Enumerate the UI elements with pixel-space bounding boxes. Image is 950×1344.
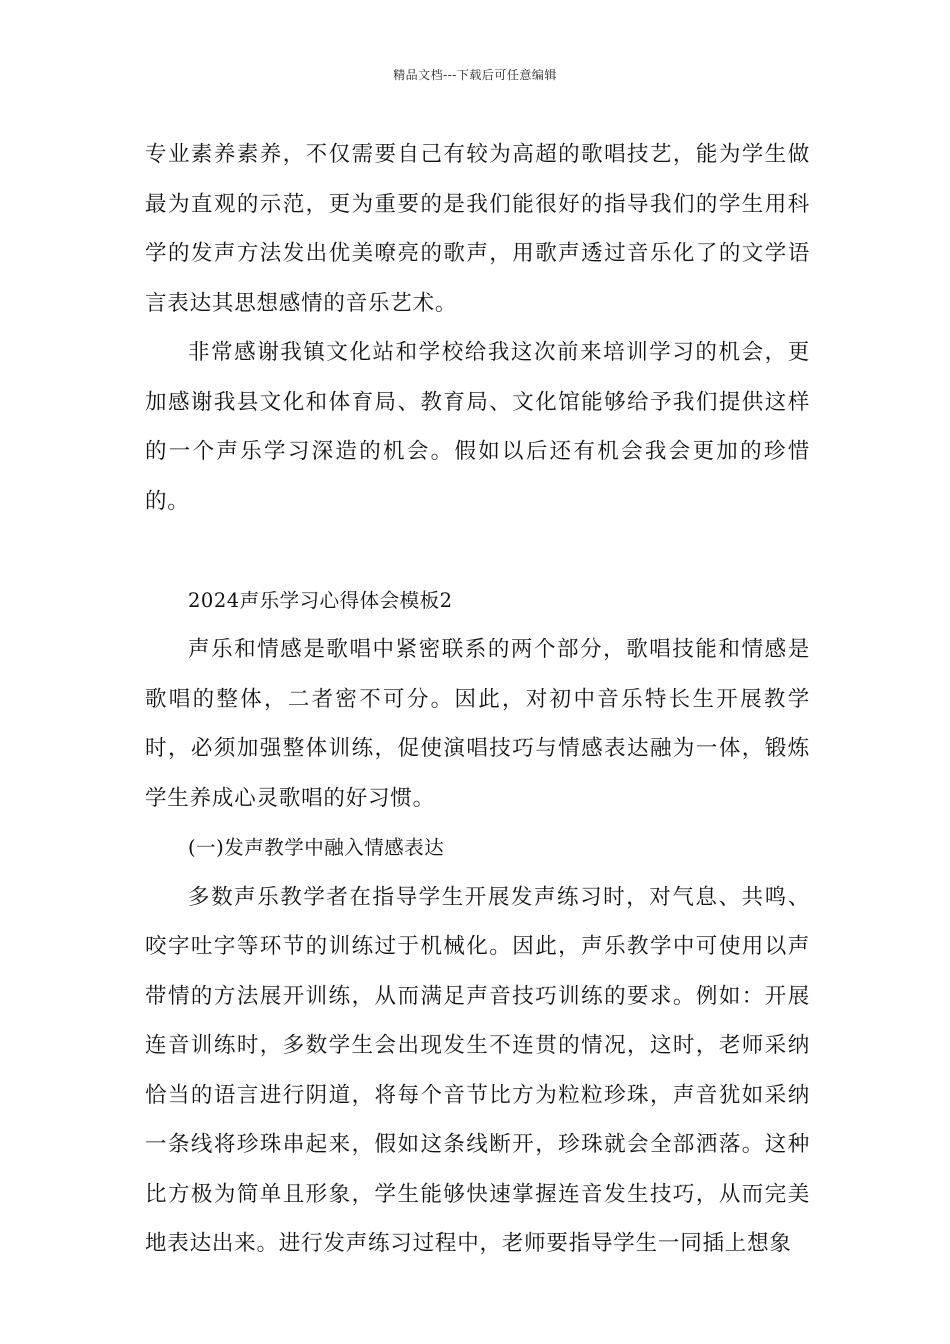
- paragraph-thanks: 非常感谢我镇文化站和学校给我这次前来培训学习的机会，更加感谢我县文化和体育局、教育局、文化馆能够给予我们提供这样的一个声乐学习深造的机会。假如以后还有机会我会更加的珍惜的。: [145, 340, 810, 514]
- section-heading: 2024声乐学习心得体会模板2: [188, 588, 453, 612]
- paragraph-body: 多数声乐教学者在指导学生开展发声练习时，对气息、共鸣、咬字吐字等环节的训练过于机械化。因此，声乐教学中可使用以声带情的方法展开训练，从而满足声音技巧训练的要求。例如：开展连音训练时，多数学生会出现发生不连贯的情况，这时，老师采纳恰当的语言进行阴道，将每个音节比方为粒粒珍珠，声音犹如采纳一条线将珍珠串起来，假如这条线断开，珍珠就会全部洒落。这种比方极为简单且形象，学生能够快速掌握连音发生技巧，从而完美地表达出来。进行发声练习过程中，老师要指导学生一同插上想象: [145, 884, 810, 1256]
- document-body: [145, 130, 810, 1269]
- subsection-heading: (一)发声教学中融入情感表达: [188, 836, 445, 859]
- page-header: 精品文档---下载后可任意编辑: [393, 68, 557, 82]
- paragraph-intro: 声乐和情感是歌唱中紧密联系的两个部分，歌唱技能和情感是歌唱的整体，二者密不可分。因此，对初中音乐特长生开展教学时，必须加强整体训练，促使演唱技巧与情感表达融为一体，锻炼学生养成心灵歌唱的好习惯。: [145, 637, 810, 811]
- paragraph-continuation: 专业素养素养，不仅需要自己有较为高超的歌唱技艺，能为学生做最为直观的示范，更为重要的是我们能很好的指导我们的学生用科学的发声方法发出优美嘹亮的歌声，用歌声透过音乐化了的文学语言表达其思想感情的音乐艺术。: [145, 142, 810, 316]
- blank-line: [145, 526, 810, 576]
